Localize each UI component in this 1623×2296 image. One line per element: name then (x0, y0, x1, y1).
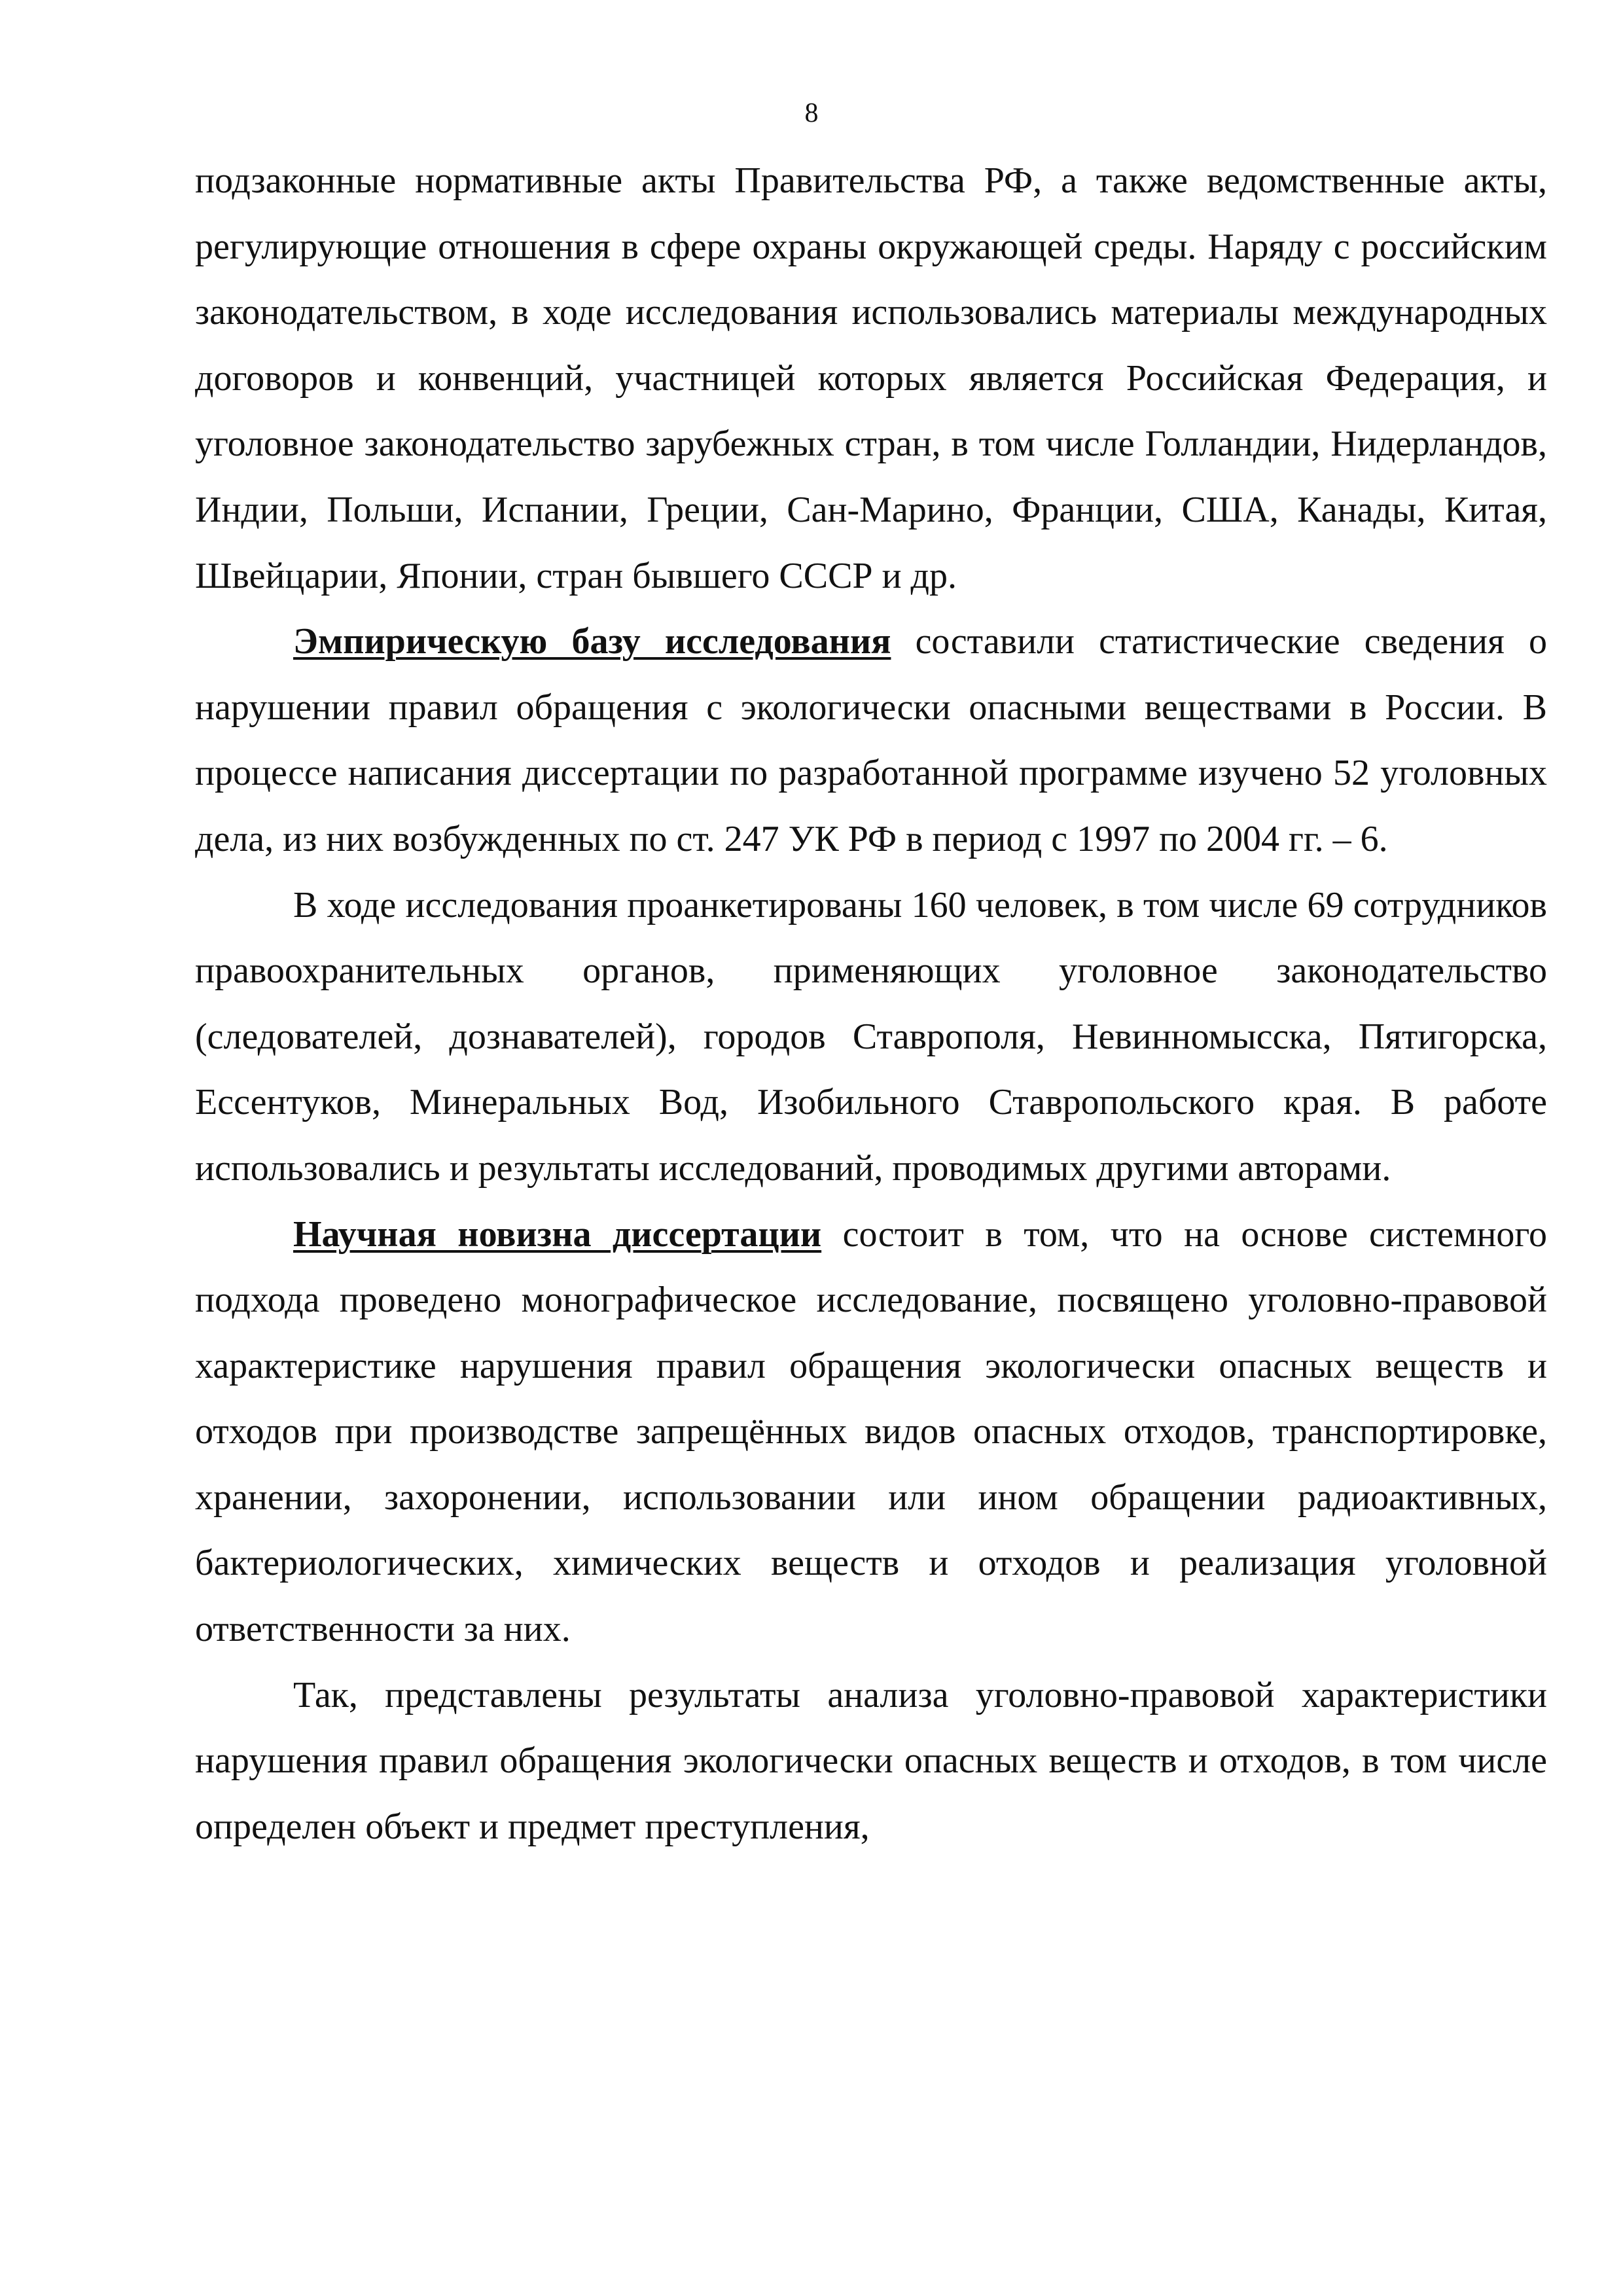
body-text (195, 148, 1547, 1859)
paragraph-novelty (195, 1202, 1547, 1662)
paragraph-heading: Научная новизна диссертации (293, 1213, 822, 1255)
paragraph-sources-continued (195, 148, 1547, 609)
paragraph-heading: Эмпирическую базу исследования (293, 621, 891, 662)
page-number: 8 (804, 98, 819, 128)
paragraph-text: состоит в том, что на основе системного подхода проведено монографическое исследование, посвящено уголовно-правовой характеристике нарушения правил обращения экологически опасных веществ и отходов при производстве запрещённых видов опасных отходов, транспортировке, хранении, захоронении, использовании или ином обращении радиоактивных, бактериологических, химических веществ и отходов и реализация уголовной ответственности за них. (195, 1213, 1547, 1650)
paragraph-text: В ходе исследования проанкетированы 160 человек, в том числе 69 сотрудников правоохранительных органов, применяющих уголовное законодательство (следователей, дознавателей), городов Ставрополя, Невинномысска, Пятигорска, Ессентуков, Минеральных Вод, Изобильного Ставропольского края. В работе использовались и результаты исследований, проводимых другими авторами. (195, 884, 1547, 1189)
paragraph-text: подзаконные нормативные акты Правительства РФ, а также ведомственные акты, регулирующие отношения в сфере охраны окружающей среды. Наряду с российским законодательством, в ходе исследования использовались материалы международных договоров и конвенций, участницей которых является Российская Федерация, и уголовное законодательство зарубежных стран, в том числе Голландии, Нидерландов, Индии, Польши, Испании, Греции, Сан-Марино, Франции, США, Канады, Китая, Швейцарии, Японии, стран бывшего СССР и др. (195, 160, 1547, 596)
paragraph-survey (195, 872, 1547, 1202)
paragraph-empirical-base (195, 609, 1547, 872)
paragraph-text: составили статистические сведения о нарушении правил обращения с экологически опасными веществами в России. В процессе написания диссертации по разработанной программе изучено 52 уголовных дела, из них возбужденных по ст. 247 УК РФ в период с 1997 по 2004 гг. – 6. (195, 621, 1548, 859)
paragraph-text: Так, представлены результаты анализа уголовно-правовой характеристики нарушения правил обращения экологически опасных веществ и отходов, в том числе определен объект и предмет преступления, (195, 1674, 1547, 1847)
paragraph-results (195, 1662, 1547, 1860)
